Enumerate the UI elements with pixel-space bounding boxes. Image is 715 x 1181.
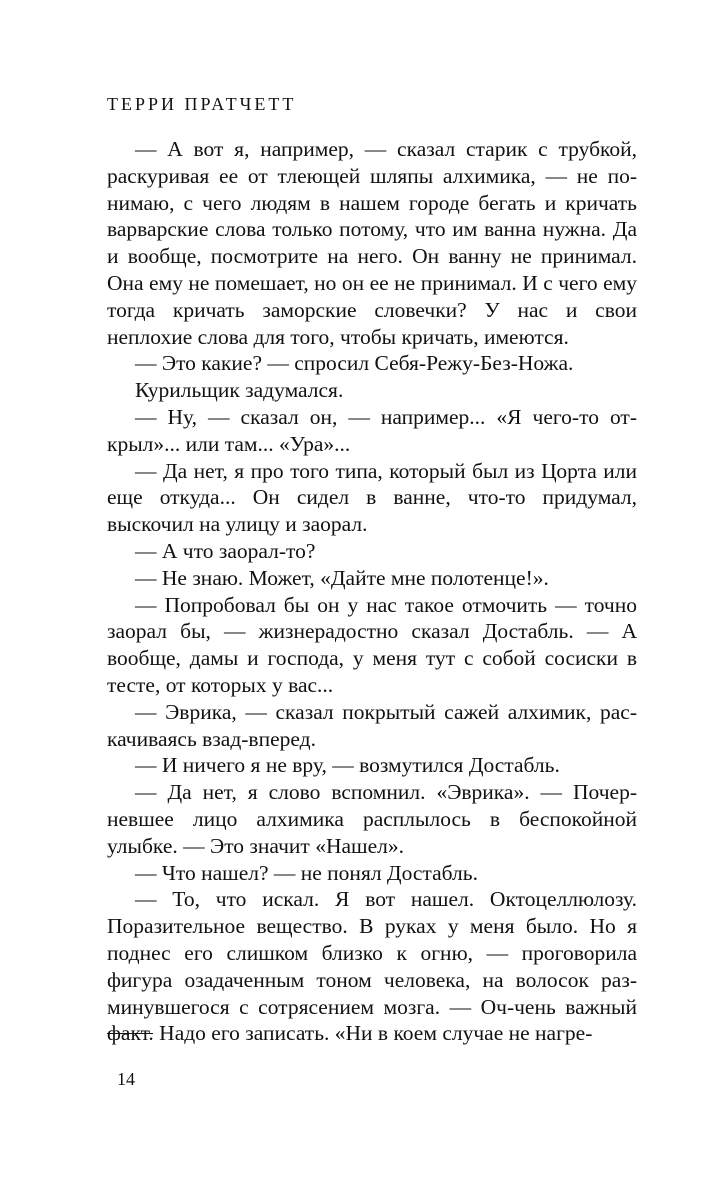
paragraph: — Что нашел? — не понял Достабль. [135,860,478,885]
running-head-author: ТЕРРИ ПРАТЧЕТТ [107,94,297,114]
paragraph: — А вот я, например, — сказал старик с трубкой, раскуривая ее от тлеющей шляпы алхимика, — не понимаю, с чего людям в нашем городе бегать и кричать варварские слова только потому, что им ванна нужна. Да и вообще, посмотрите на него. Он ванну не принимал. Она ему не помешает, но он ее не принимал. И с чего ему тогда кричать заморские словечки? У нас и свои неплохие слова для того, чтобы кричать, имеются. [107,137,637,349]
body-text [107,136,637,1047]
paragraph: — А что заорал-то? [135,538,316,563]
paragraph: — Это какие? — спросил Себя-Режу-Без-Ножа. [135,351,574,376]
paragraph: — Ну, — сказал он, — например... «Я чего-то открыл»... или там... «Ура»... [107,404,637,456]
paragraph: — Да нет, я про того типа, который был из Цорта или еще откуда... Он сидел в ванне, что-то придумал, выскочил на улицу и заорал. [107,458,637,537]
paragraph: — Не знаю. Может, «Дайте мне полотенце!». [135,565,549,590]
paragraph: — Эврика, — сказал покрытый сажей алхимик, раскачиваясь взад-вперед. [107,699,637,751]
paragraph: — Попробовал бы он у нас такое отмочить — точно заорал бы, — жизнерадостно сказал Достабль. — А вообще, дамы и господа, у меня тут с собой сосиски в тесте, от которых у вас... [107,592,637,697]
paragraph: — Да нет, я слово вспомнил. «Эврика». — Почерневшее лицо алхимика расплылось в беспокойной улыбке. — Это значит «Нашел». [107,780,637,858]
paragraph: — То, что искал. Я вот нашел. Октоцеллюлозу. Поразительное вещество. В руках у меня было. Но я поднес его слишком близко к огню, — проговорила фигура озадаченным тоном человека, на волосок разминувшегося с сотрясением мозга. — Оч-чень важный факт. Надо его записать. «Ни в коем случае не нагре- [107,887,637,1046]
page-number-rule [107,1033,153,1034]
paragraph: Курильщик задумался. [135,378,344,403]
paragraph: — И ничего я не вру, — возмутился Достабль. [135,753,560,778]
page-number: 14 [117,1069,135,1089]
